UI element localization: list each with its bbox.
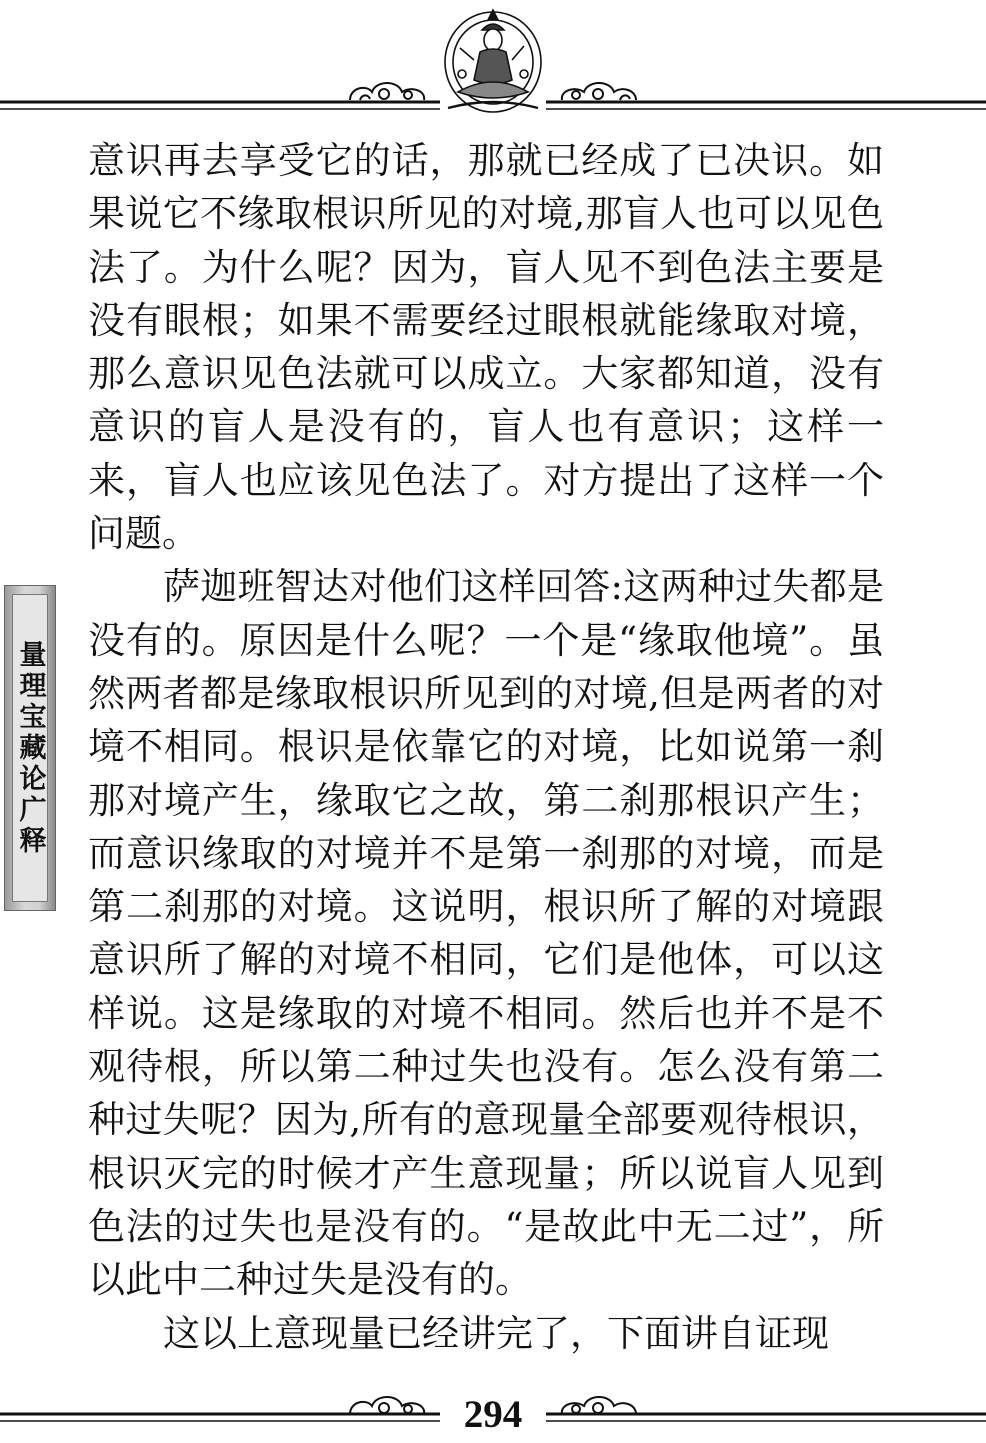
paragraph-1: 意识再去享受它的话，那就已经成了已决识。如果说它不缘取根识所见的对境,那盲人也可以见色法了。为什么呢？因为，盲人见不到色法主要是没有眼根；如果不需要经过眼根就能缘取对境，那么意识见色法就可以成立。大家都知道，没有意识的盲人是没有的，盲人也有意识；这样一来，盲人也应该见色法了。对方提出了这样一个问题。 [88,139,884,556]
main-text [88,134,884,1360]
book-title-vertical: 量理宝藏论广释 [14,639,46,857]
header-ornament [0,0,986,122]
paragraph-3: 这以上意现量已经讲完了，下面讲自证现 [163,1311,829,1355]
padmasambhava-figure-icon [445,10,541,112]
cloud-scroll-icon [562,1397,636,1414]
page-number: 294 [463,1393,523,1436]
page-header [0,0,986,122]
paragraph-2: 萨迦班智达对他们这样回答:这两种过失都是没有的。原因是什么呢？一个是“缘取他境”。虽然两者都是缘取根识所见到的对境,但是两者的对境不相同。根识是依靠它的对境，比如说第一刹那对境产生，缘取它之故，第二刹那根识产生；而意识缘取的对境并不是第一刹那的对境，而是第二刹那的对境。这说明，根识所了解的对境跟意识所了解的对境不相同，它们是他体，可以这样说。这是缘取的对境不相同。然后也并不是不观待根，所以第二种过失也没有。怎么没有第二种过失呢？因为,所有的意现量全部要观待根识，根识灭完的时候才产生意现量；所以说盲人见到色法的过失也是没有的。“是故此中无二过”，所以此中二种过失是没有的。 [88,565,884,1302]
cloud-scroll-icon [562,83,636,100]
cloud-scroll-icon [350,83,424,100]
side-title-panel [12,594,48,902]
side-title-tab [4,585,56,911]
cloud-scroll-icon [350,1397,424,1414]
